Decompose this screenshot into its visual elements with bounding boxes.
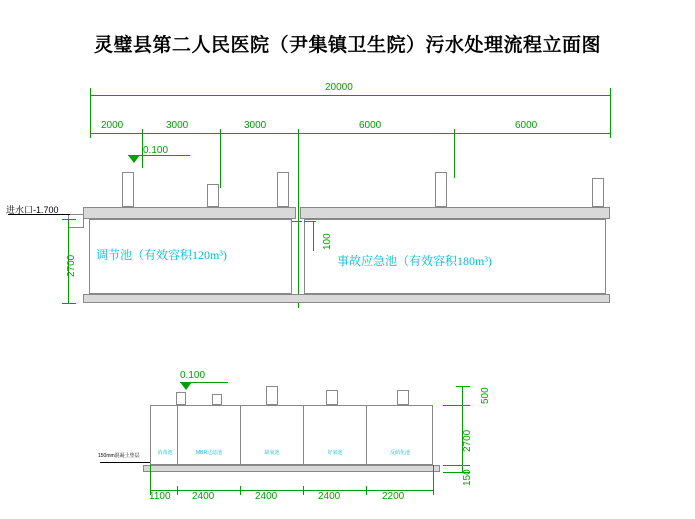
dim-tick-5: [610, 129, 611, 138]
riser-4: [435, 172, 447, 207]
elevation-triangle-upper: [128, 155, 140, 163]
right-dim-ext-1: [443, 405, 470, 406]
overall-dimension-line: [90, 95, 610, 96]
depth-dimension-text: 2700: [66, 254, 77, 277]
wall-dim-line: [313, 221, 314, 251]
lower-dim-tick-4: [366, 486, 367, 495]
riser-2: [207, 184, 219, 207]
tank-label-regulating: 调节池（有效容积120m³): [96, 248, 227, 262]
partition-1: [177, 405, 178, 465]
chamber-label-0: 消毒池: [157, 450, 173, 456]
chamber-label-2: 缺氧池: [264, 450, 280, 456]
pipe-note-label: 150mm混凝土垫层: [98, 453, 140, 459]
inlet-label: 进水口-1.700: [6, 205, 59, 215]
lower-riser-2: [212, 394, 222, 405]
riser-3: [277, 172, 289, 207]
lower-dim-tick-2: [240, 486, 241, 495]
right-dim-ext-2: [443, 465, 470, 466]
lower-dim-1: 2400: [192, 491, 215, 502]
bottom-slab: [83, 294, 610, 303]
lower-base-slab: [143, 465, 440, 472]
riser-5: [592, 178, 604, 207]
lower-dim-tick-1: [177, 486, 178, 495]
lower-tank-body: [150, 405, 433, 465]
overall-dimension-text: 20000: [325, 82, 353, 93]
elevation-text-lower: 0.100: [180, 370, 206, 381]
partition-4: [366, 405, 367, 465]
ext-line-d: [454, 133, 455, 178]
right-dim-ext-0: [456, 386, 470, 387]
page-title: 灵璧县第二人民医院（尹集镇卫生院）污水处理流程立面图: [93, 35, 601, 56]
depth-dim-ext-bottom: [62, 303, 76, 304]
right-dim-0: 500: [480, 387, 491, 404]
segment-dim-3: 6000: [359, 120, 382, 131]
lower-dim-0: 1100: [149, 491, 171, 502]
partition-3: [303, 405, 304, 465]
chamber-label-1: MBR过滤池: [195, 450, 223, 456]
riser-1: [122, 172, 134, 207]
lower-riser-5: [397, 390, 409, 405]
wall-dim-ext-left: [292, 221, 302, 222]
segment-dim-2: 3000: [244, 120, 267, 131]
depth-dim-ext-top: [62, 219, 76, 220]
lower-dim-tick-3: [303, 486, 304, 495]
segment-dim-4: 6000: [515, 120, 538, 131]
top-slab-left: [83, 207, 296, 219]
right-dim-2: 150: [462, 469, 473, 486]
elevation-triangle-lower: [180, 382, 192, 390]
right-dim-1: 2700: [462, 429, 473, 452]
chamber-label-4: 反硝化池: [389, 450, 410, 456]
tank-label-emergency: 事故应急池（有效容积180m³): [337, 254, 492, 268]
lower-dim-2: 2400: [255, 491, 278, 502]
lower-riser-1: [176, 392, 186, 405]
lower-riser-4: [326, 390, 338, 405]
lower-ext-left: [150, 465, 151, 493]
chamber-label-3: 好氧池: [327, 450, 343, 456]
ext-line-b: [220, 133, 221, 188]
inlet-pipe-block: [68, 214, 84, 228]
wall-dim-ext-right: [304, 221, 316, 222]
segment-dim-0: 2000: [101, 120, 124, 131]
lower-dim-4: 2200: [382, 491, 405, 502]
dim-tick-0: [90, 129, 91, 138]
wall-dimension-text: 100: [322, 233, 333, 250]
segment-dimension-line: [90, 133, 610, 134]
lower-dim-3: 2400: [318, 491, 341, 502]
top-slab-right: [300, 207, 610, 219]
pipe-note-leader: [100, 462, 150, 463]
elevation-line-lower: [180, 382, 228, 383]
lower-ext-right: [433, 465, 434, 493]
segment-dim-1: 3000: [166, 120, 189, 131]
lower-riser-3: [266, 386, 278, 405]
elevation-text-upper: 0.100: [143, 145, 169, 156]
partition-2: [240, 405, 241, 465]
